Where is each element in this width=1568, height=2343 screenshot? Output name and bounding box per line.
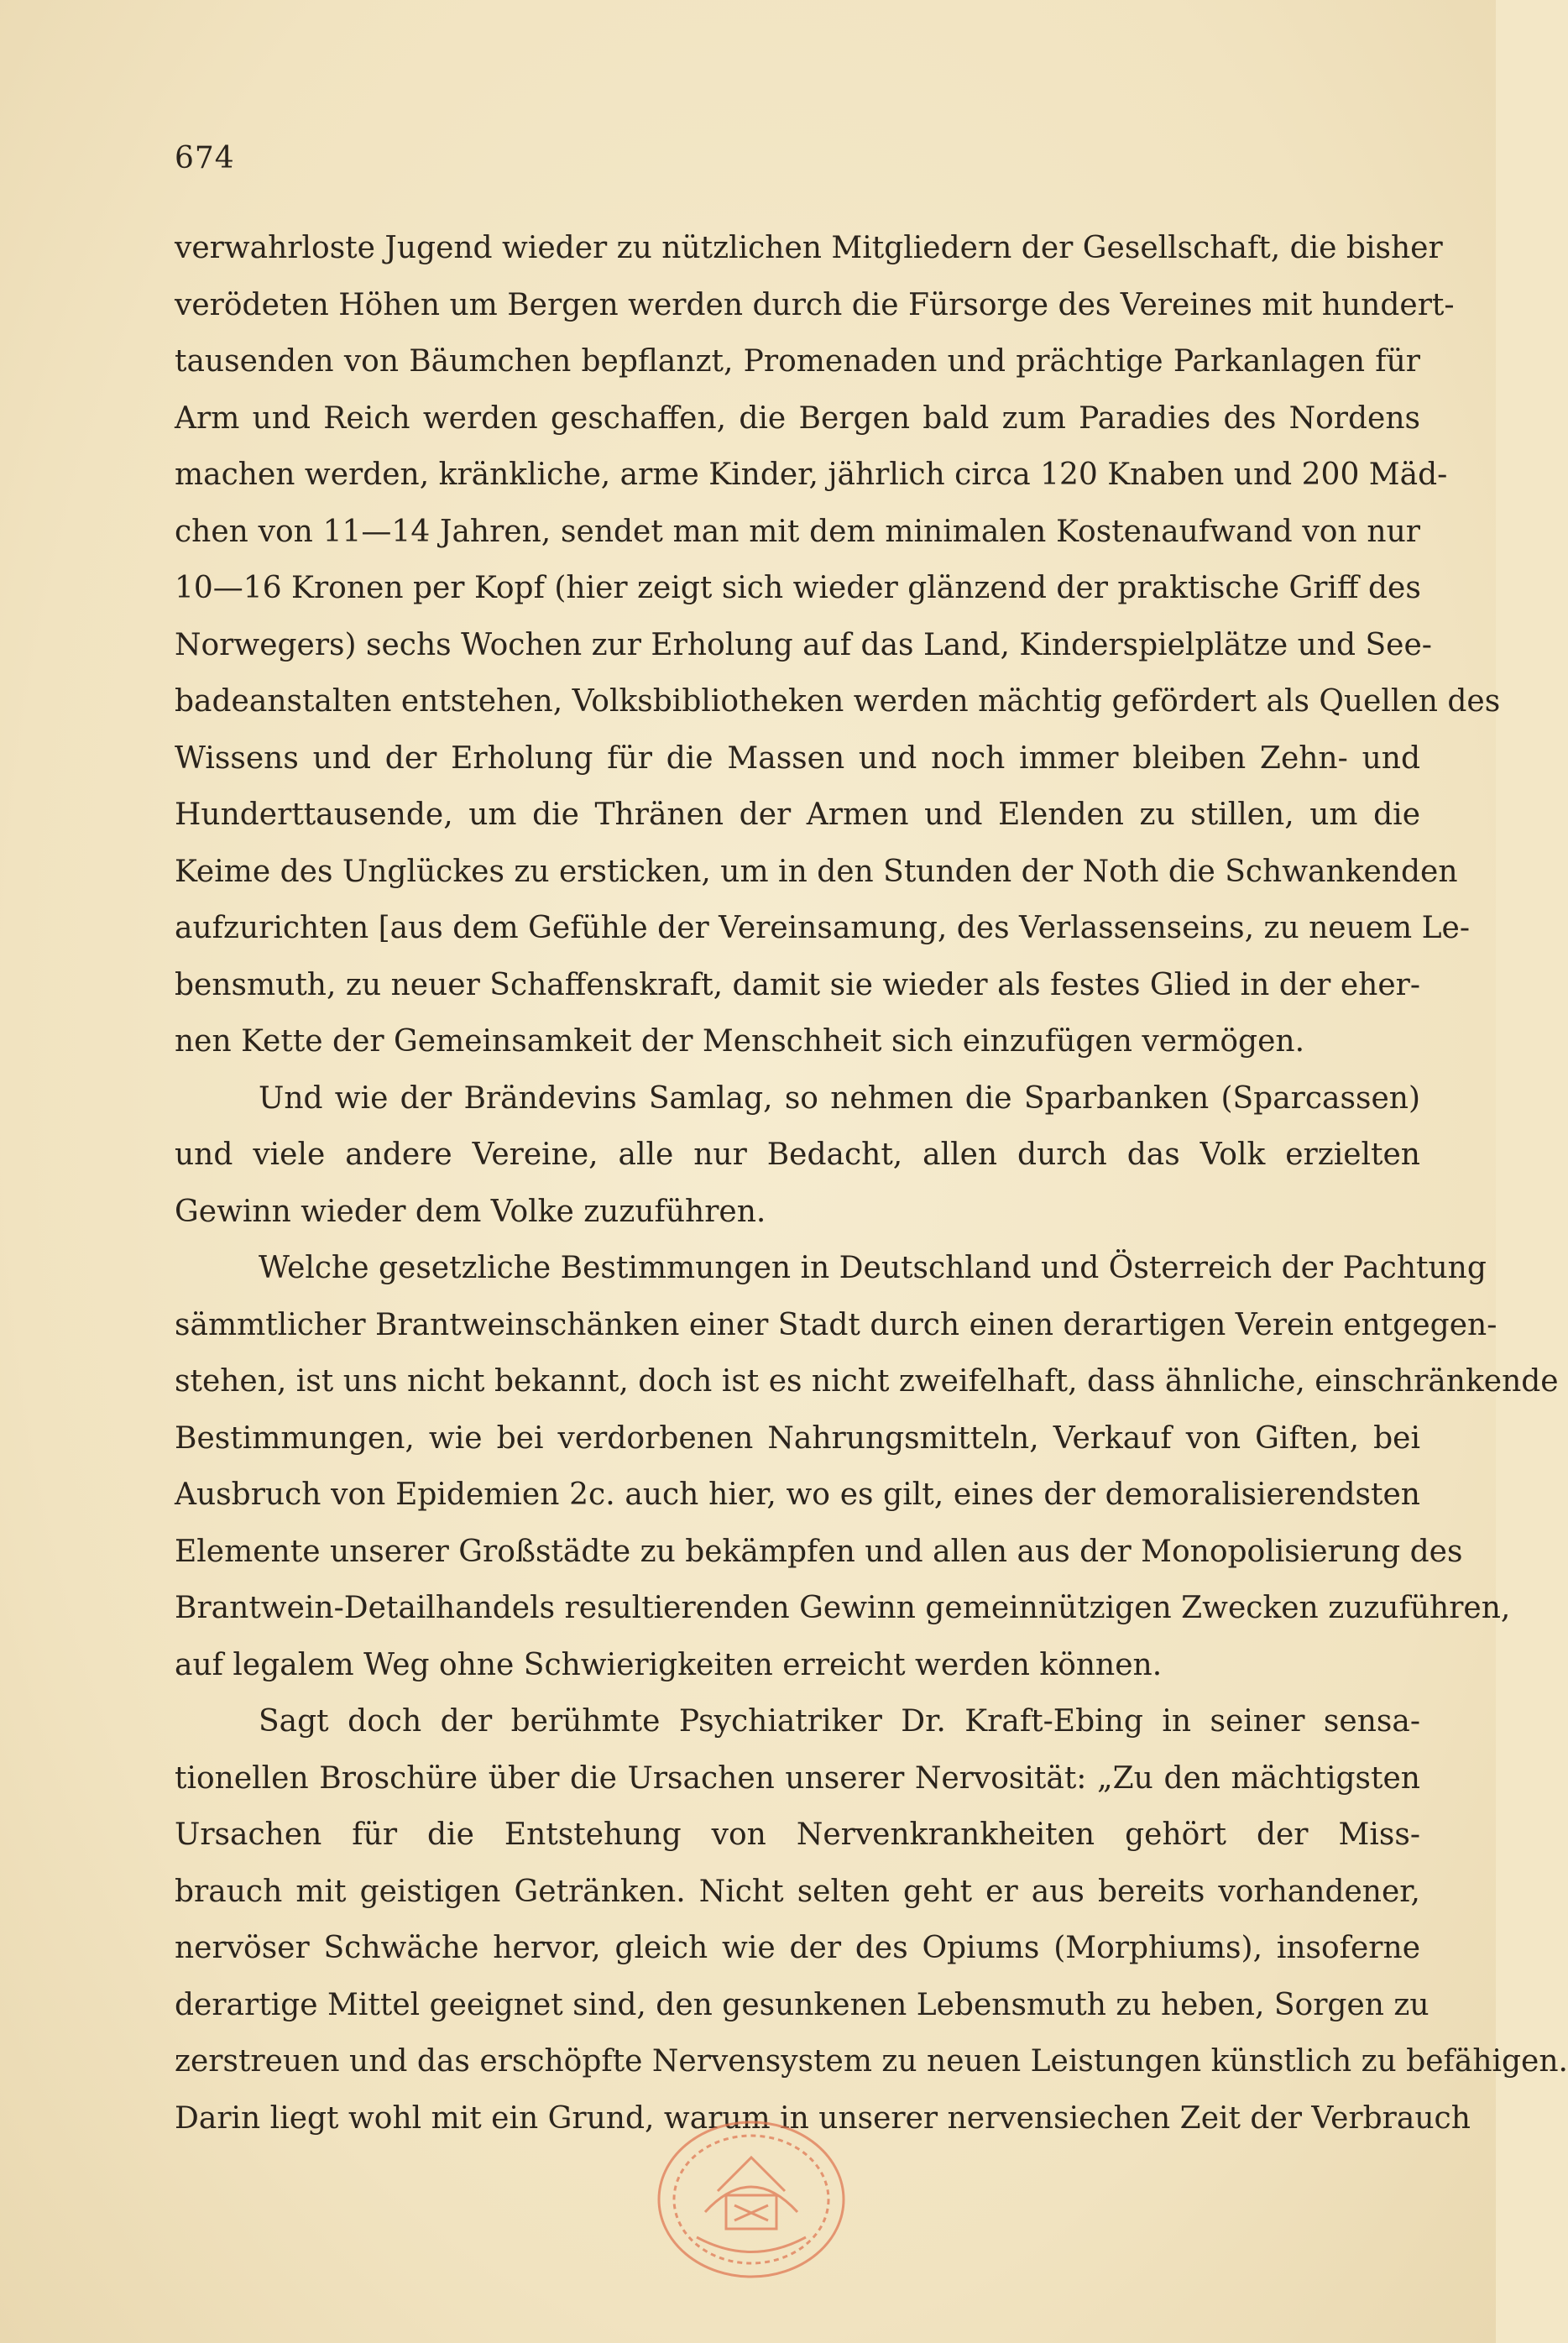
text-line: 10—16 Kronen per Kopf (hier zeigt sich wieder glänzend der praktische Griff des — [175, 571, 1421, 605]
text-line: Sagt doch der berühmte Psychiatriker Dr. Kraft-Ebing in seiner sensa- — [259, 1704, 1420, 1739]
library-stamp-icon — [646, 2111, 856, 2288]
text-line: Gewinn wieder dem Volke zuzuführen. — [175, 1194, 766, 1229]
text-line: zerstreuen und das erschöpfte Nervensystem zu neuen Leistungen künstlich zu befähigen. — [175, 2044, 1568, 2079]
text-line: Ausbruch von Epidemien 2c. auch hier, wo es gilt, eines der demoralisierendsten — [175, 1477, 1420, 1512]
text-line: tausenden von Bäumchen bepflanzt, Promenaden und prächtige Parkanlagen für — [175, 344, 1420, 379]
text-line: verödeten Höhen um Bergen werden durch die Fürsorge des Vereines mit hundert- — [175, 287, 1455, 322]
text-line: Und wie der Brändevins Samlag, so nehmen die Sparbanken (Sparcassen) — [259, 1080, 1420, 1116]
text-line: badeanstalten entstehen, Volksbibliotheken werden mächtig gefördert als Quellen des — [175, 684, 1501, 719]
body-text — [175, 220, 1568, 2147]
text-line: Elemente unserer Großstädte zu bekämpfen und allen aus der Monopolisierung des — [175, 1534, 1463, 1569]
text-line: chen von 11—14 Jahren, sendet man mit dem minimalen Kostenaufwand von nur — [175, 514, 1420, 549]
text-line: nen Kette der Gemeinsamkeit der Menschheit sich einzufügen vermögen. — [175, 1024, 1305, 1059]
text-line: machen werden, kränkliche, arme Kinder, jährlich circa 120 Knaben und 200 Mäd- — [175, 458, 1448, 492]
text-line: Ursachen für die Entstehung von Nervenkrankheiten gehört der Miss- — [175, 1817, 1420, 1852]
text-line: und viele andere Vereine, alle nur Bedacht, allen durch das Volk erzielten — [175, 1138, 1420, 1172]
text-line: verwahrloste Jugend wieder zu nützlichen Mitgliedern der Gesellschaft, die bisher — [175, 231, 1443, 265]
text-line: sämmtlicher Brantweinschänken einer Stadt durch einen derartigen Verein entgegen- — [175, 1307, 1497, 1342]
text-line: bensmuth, zu neuer Schaffenskraft, damit sie wieder als festes Glied in der eher- — [175, 967, 1420, 1002]
text-line: brauch mit geistigen Getränken. Nicht selten geht er aus bereits vorhandener, — [175, 1874, 1420, 1909]
text-line: Wissens und der Erholung für die Massen und noch immer bleiben Zehn- und — [175, 740, 1420, 776]
text-line: Brantwein-Detailhandels resultierenden Gewinn gemeinnützigen Zwecken zuzuführen, — [175, 1591, 1511, 1625]
text-line: Bestimmungen, wie bei verdorbenen Nahrungsmitteln, Verkauf von Giften, bei — [175, 1420, 1420, 1456]
text-line: aufzurichten [aus dem Gefühle der Vereinsamung, des Verlassenseins, zu neuem Le- — [175, 911, 1471, 945]
text-line: Arm und Reich werden geschaffen, die Bergen bald zum Paradies des Nordens — [175, 400, 1420, 436]
text-line: derartige Mittel geeignet sind, den gesunkenen Lebensmuth zu heben, Sorgen zu — [175, 1987, 1429, 2022]
text-line: auf legalem Weg ohne Schwierigkeiten erreicht werden können. — [175, 1647, 1163, 1682]
page-number: 674 — [175, 141, 235, 175]
text-line: Hunderttausende, um die Thränen der Armen und Elenden zu stillen, um die — [175, 798, 1420, 832]
text-line: Welche gesetzliche Bestimmungen in Deutschland und Österreich der Pachtung — [259, 1251, 1487, 1285]
text-line: Keime des Unglückes zu ersticken, um in den Stunden der Noth die Schwankenden — [175, 854, 1458, 889]
text-line: stehen, ist uns nicht bekannt, doch ist es nicht zweifelhaft, dass ähnliche, einschränkende — [175, 1364, 1559, 1399]
text-line: nervöser Schwäche hervor, gleich wie der des Opiums (Morphiums), insoferne — [175, 1931, 1420, 1965]
text-line: Norwegers) sechs Wochen zur Erholung auf das Land, Kinderspielplätze und See- — [175, 627, 1432, 662]
text-line: Darin liegt wohl mit ein Grund, warum in unserer nervensiechen Zeit der Verbrauch — [175, 2100, 1471, 2136]
text-line: tionellen Broschüre über die Ursachen unserer Nervosität: „Zu den mächtigsten — [175, 1760, 1420, 1796]
